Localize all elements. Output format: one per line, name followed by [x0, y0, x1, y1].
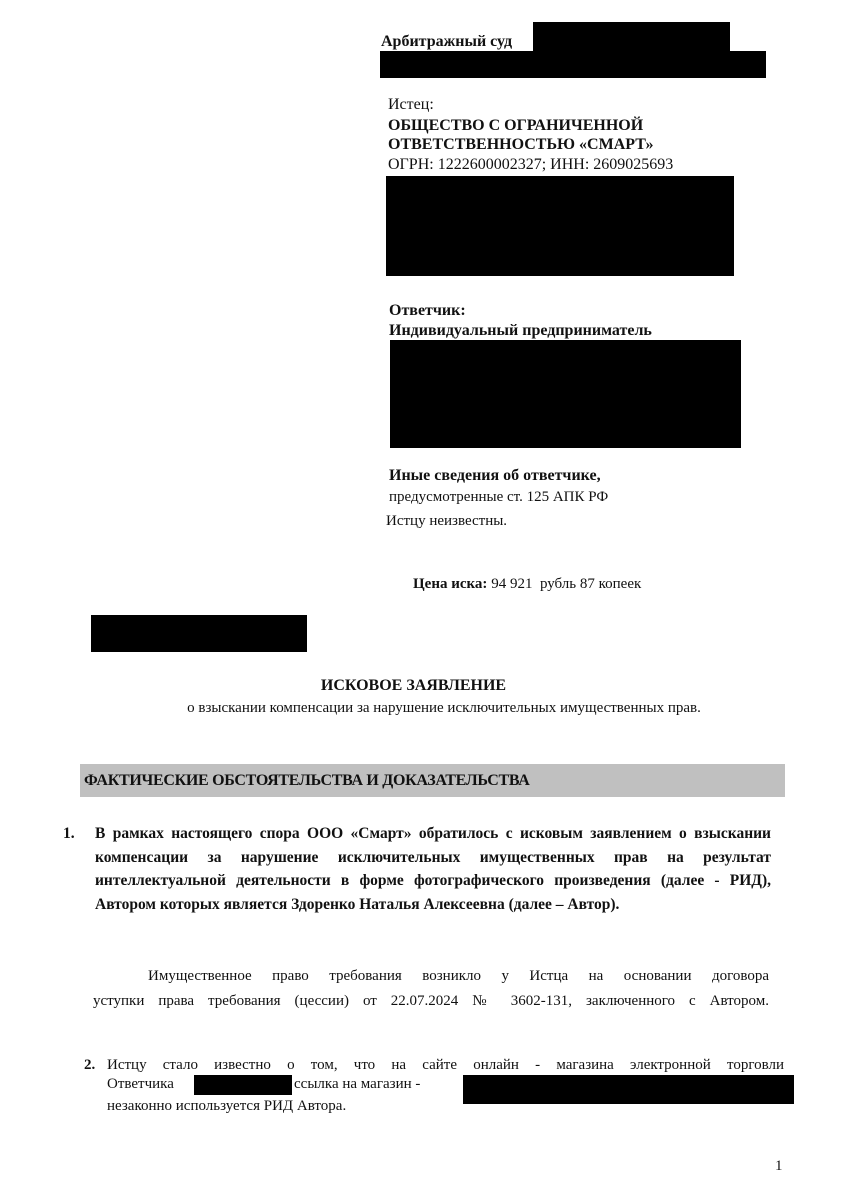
- redacted-left-block: [91, 615, 307, 652]
- claim-price: [413, 576, 641, 593]
- redacted-defendant-details: [390, 340, 741, 448]
- defendant-type: Индивидуальный предприниматель: [389, 322, 652, 339]
- other-info-title: Иные сведения об ответчике,: [389, 467, 601, 484]
- claim-price-label: Цена иска:: [413, 576, 488, 592]
- plaintiff-ids: ОГРН: 1222600002327; ИНН: 2609025693: [388, 156, 674, 173]
- redacted-defendant-shop: [194, 1075, 292, 1095]
- cession-line1: Имущественное право требования возникло у Истца на основании договора: [148, 968, 769, 984]
- redacted-court-address: [380, 51, 766, 78]
- item2-line3: незаконно используется РИД Автора.: [107, 1098, 347, 1114]
- item2-line2-start: Ответчика: [107, 1076, 174, 1092]
- cession-line2: уступки права требования (цессии) от 22.07.2024 № 3602-131, заключенного с Автором.: [93, 993, 769, 1009]
- item1-number: 1.: [63, 825, 75, 842]
- section-heading: ФАКТИЧЕСКИЕ ОБСТОЯТЕЛЬСТВА И ДОКАЗАТЕЛЬСТВА: [84, 772, 530, 789]
- plaintiff-name-line2: ОТВЕТСТВЕННОСТЬЮ «СМАРТ»: [388, 136, 654, 153]
- redacted-plaintiff-details: [386, 176, 734, 276]
- item2-number: 2.: [84, 1057, 96, 1073]
- document-subtitle-text: о взыскании компенсации за нарушение исключительных имущественных прав.: [187, 700, 701, 716]
- plaintiff-name-line1: ОБЩЕСТВО С ОГРАНИЧЕННОЙ: [388, 117, 644, 134]
- document-subtitle: [0, 700, 843, 717]
- claim-price-value: 94 921 рубль 87 копеек: [491, 576, 642, 592]
- redacted-court-name: [533, 22, 730, 52]
- item2-line1: Истцу стало известно о том, что на сайте онлайн - магазина электронной торговли: [107, 1057, 784, 1073]
- item2-line2-middle: ссылка на магазин -: [294, 1076, 421, 1092]
- document-title-text: ИСКОВОЕ ЗАЯВЛЕНИЕ: [320, 677, 507, 694]
- redacted-shop-link: [463, 1075, 794, 1104]
- court-label: Арбитражный суд: [381, 33, 513, 50]
- plaintiff-label: Истец:: [388, 96, 434, 113]
- document-title: [0, 677, 843, 695]
- item1-text: В рамках настоящего спора ООО «Смарт» обратилось с исковым заявлением о взыскании компенсации за нарушение исключительных имущественных прав на результат интеллектуальной деятельности в форме фотографического произведения (далее - РИД), Автором которых является Здоренко Наталья Алексеевна (далее – Автор).: [95, 825, 771, 913]
- section-heading-bar: [80, 764, 785, 797]
- page-number: 1: [775, 1158, 783, 1174]
- defendant-label: Ответчик:: [389, 302, 466, 319]
- other-info-line2: предусмотренные ст. 125 АПК РФ: [389, 489, 609, 505]
- other-info-line3: Истцу неизвестны.: [386, 513, 508, 529]
